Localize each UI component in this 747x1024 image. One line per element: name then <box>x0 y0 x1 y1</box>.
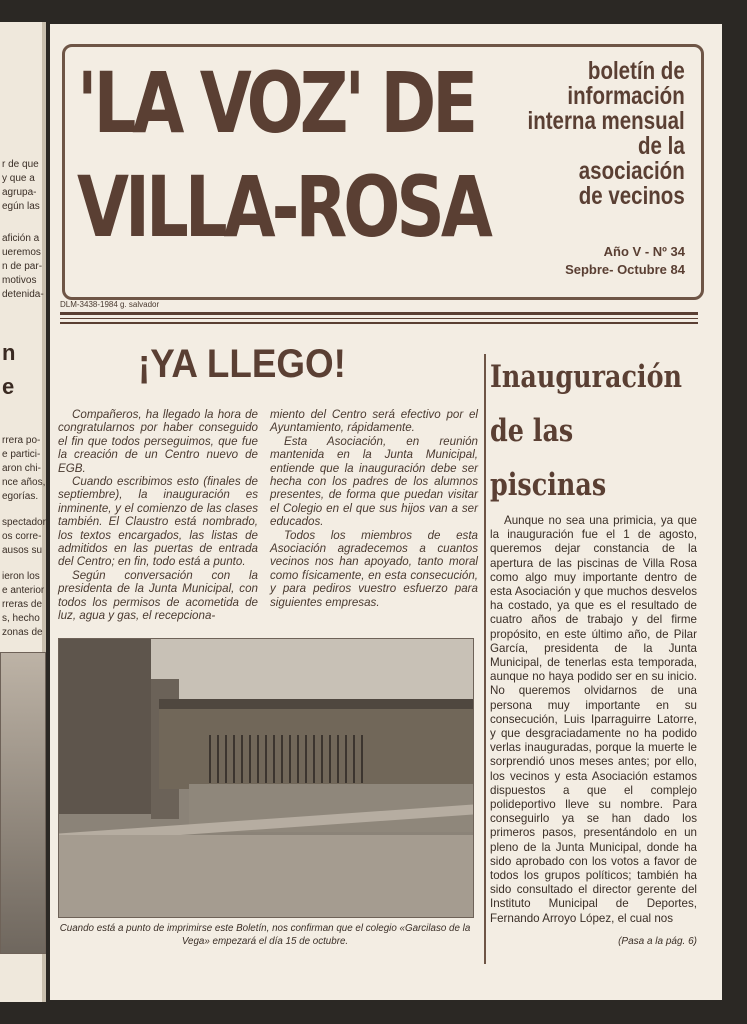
masthead-banner <box>62 44 704 300</box>
issue-number: Año V - Nº 34 <box>603 244 685 259</box>
paragraph: Aunque no sea una primicia, ya que la inauguración fue el 1 de agosto, queremos dejar constancia de la apertura de las piscinas de Villa Rosa como algo muy importante dentro de esta Asociación y que muchos desvelos ha costado, ya que es el resultado de cuatro años de trabajo y del firme propósito, en este último año, de Pilar García, presidenta de la Junta Municipal, de tenerlas esta temporada, aunque no haya podido ser en su inicio. No queremos olvidarnos de una persona muy importante en su consecución, Luis Iparraguirre Latorre, y que desgraciadamente no ha podido verlas inauguradas, porque la muerte le sorprendió unos meses antes; por ello, los vecinos y esta Asociación estamos dispuestos a que el complejo polideportivo lleve su nombre. Para conseguirlo ya se han dado los primeros pasos, presentándolo en un pleno de la Junta Municipal, donde ha sido aprobado con los votos a favor de todos los grupos políticos; también ha sido consultado el director gerente del Instituto Municipal de Deportes, Fernando Arroyo López, el cual nos <box>490 514 697 925</box>
left-page-fragment <box>0 22 46 1002</box>
photo-street <box>59 835 473 917</box>
newsletter-page <box>50 24 722 1000</box>
paragraph: Compañeros, ha llegado la hora de congratularnos por haber conseguido el fin que todos perseguimos, que fue la creación de un Centro nuevo de EGB. <box>58 408 258 475</box>
left-page-fragment-line: ausos su <box>2 545 43 556</box>
left-page-fragment-line: e partici- <box>2 449 41 460</box>
left-page-fragment-line: aron chi- <box>2 463 41 474</box>
masthead-subtitle <box>528 59 685 209</box>
continued-note: (Pasa a la pág. 6) <box>618 936 697 947</box>
left-page-fragment-line: spectador <box>2 517 46 528</box>
photo-caption: Cuando está a punto de imprimirse este Boletín, nos confirman que el colegio «Garcilaso de la Vega» empezará el día 15 de octubre. <box>59 923 471 947</box>
side-headline <box>490 350 682 512</box>
left-page-photo <box>0 652 46 954</box>
photo-apartment-block <box>59 639 151 814</box>
left-page-fragment-line: egorías. <box>2 491 39 502</box>
left-page-fragment-line: ieron los <box>2 571 40 582</box>
side-article-body <box>490 514 697 926</box>
main-headline: ¡YA LLEGO! <box>138 342 346 386</box>
column-divider <box>484 354 486 964</box>
left-page-fragment-line: s, hecho <box>2 613 40 624</box>
left-page-fragment-line: zonas de <box>2 627 43 638</box>
left-page-fragment-line: rreras de <box>2 599 43 610</box>
left-page-fragment-line: detenida- <box>2 289 44 300</box>
divider-rule-thin <box>60 318 698 319</box>
issue-info <box>565 243 685 279</box>
left-page-big-letter: n <box>2 340 16 365</box>
subtitle-line: información <box>567 82 685 110</box>
subtitle-line: interna mensual <box>527 107 685 135</box>
side-headline-line: de las <box>490 413 574 449</box>
side-headline-line: piscinas <box>490 467 607 503</box>
left-page-fragment-line: os corre- <box>2 531 42 542</box>
left-page-big-letter: e <box>2 374 15 399</box>
paragraph: miento del Centro será efectivo por el Ayuntamiento, rápidamente. <box>270 408 478 435</box>
left-page-fragment-line: e anterior <box>2 585 45 596</box>
subtitle-line: de vecinos <box>579 182 685 210</box>
divider-rule <box>60 322 698 324</box>
masthead-title-line2: VILLA-ROSA <box>77 158 489 256</box>
left-page-fragment-line: afición a <box>2 233 40 244</box>
subtitle-line: asociación <box>579 157 685 185</box>
legal-deposit: DLM-3438-1984 g. salvador <box>60 300 160 309</box>
side-headline-line: Inauguración <box>490 359 683 395</box>
paragraph: Esta Asociación, en reunión mantenida en la Junta Municipal, entiende que la inauguración debe ser hecha con los padres de los alumnos presentes, de forma que puedan visitar el Colegio en el que sus hijos van a ser educados. <box>270 434 478 529</box>
photo-fence <box>209 735 369 783</box>
left-page-fragment-line: y que a <box>2 173 35 184</box>
subtitle-line: de la <box>638 132 685 160</box>
issue-date: Sepbre- Octubre 84 <box>565 262 685 277</box>
subtitle-line: boletín de <box>588 57 685 85</box>
left-page-fragment-line: n de par- <box>2 261 43 272</box>
left-page-fragment-line: r de que <box>2 159 39 170</box>
main-article-column-2 <box>270 408 478 609</box>
paragraph: Cuando escribimos esto (finales de septiembre), la inauguración es inminente, y el comienzo de las clases también. El Claustro está nombrado, los textos encargados, las listas de admitidos en las puertas de entrada del Centro; en fin, todo está a punto. <box>58 475 258 569</box>
divider-rule <box>60 312 698 315</box>
paragraph: Todos los miembros de esta Asociación agradecemos a cuantos vecinos nos han apoyado, tanto moral como físicamente, en esta consecución, y para pediros vuestro esfuerzo para siguientes empresas. <box>270 528 478 609</box>
left-page-fragment-line: agrupa- <box>2 187 37 198</box>
main-article-column-1 <box>58 408 258 623</box>
left-page-fragment-line: egún las <box>2 201 40 212</box>
left-page-fragment-line: rrera po- <box>2 435 41 446</box>
left-page-fragment-line: motivos <box>2 275 37 286</box>
left-page-fragment-line: nce años, <box>2 477 46 488</box>
school-photo <box>58 638 474 918</box>
masthead-title-line1: 'LA VOZ' DE <box>77 54 475 152</box>
left-page-fragment-line: ueremos <box>2 247 41 258</box>
paragraph: Según conversación con la presidenta de la Junta Municipal, con todos los permisos de acometida de luz, agua y gas, el recepciona- <box>58 568 258 623</box>
